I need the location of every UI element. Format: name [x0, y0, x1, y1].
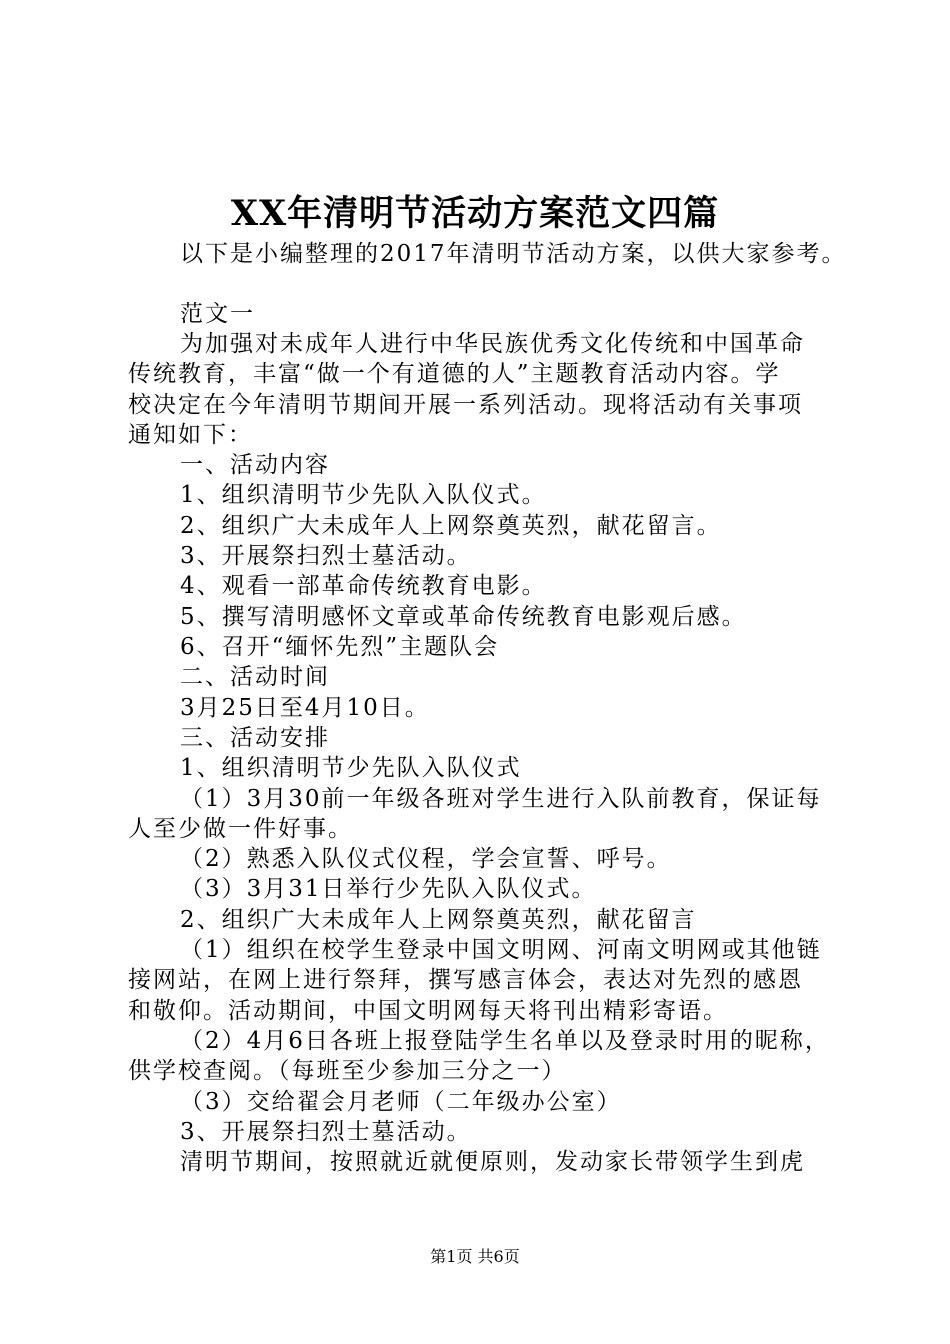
- section-heading: 三、活动安排: [180, 725, 330, 751]
- section-heading: 二、活动时间: [180, 664, 330, 690]
- body-line: 和敬仰。活动期间，中国文明网每天将刊出精彩寄语。: [128, 998, 728, 1024]
- body-line: 供学校查阅。（每班至少参加三分之一）: [128, 1058, 567, 1084]
- list-item: 2、组织广大未成年人上网祭奠英烈，献花留言: [180, 907, 697, 933]
- list-item: 1、组织清明节少先队入队仪式: [180, 755, 522, 781]
- body-line: 传统教育，丰富“做一个有道德的人”主题教育活动内容。学: [128, 361, 781, 387]
- body-line: （2）4月6日各班上报登陆学生名单以及登录时用的昵称，: [180, 1028, 830, 1054]
- document-title: XX年清明节活动方案范文四篇: [230, 193, 720, 234]
- body-line: 校决定在今年清明节期间开展一系列活动。现将活动有关事项: [128, 392, 803, 418]
- list-item: 5、撰写清明感怀文章或革命传统教育电影观后感。: [180, 604, 747, 630]
- list-item: 1、组织清明节少先队入队仪式。: [180, 482, 547, 508]
- body-line: （2）熟悉入队仪式仪程，学会宣誓、呼号。: [180, 846, 672, 872]
- body-line: 接网站，在网上进行祭拜，撰写感言体会，表达对先烈的感恩: [128, 967, 803, 993]
- section-heading: 一、活动内容: [180, 452, 330, 478]
- intro-paragraph: 以下是小编整理的2017年清明节活动方案，以供大家参考。: [180, 241, 847, 267]
- body-line: 通知如下：: [128, 422, 253, 448]
- body-line: （1）组织在校学生登录中国文明网、河南文明网或其他链: [180, 937, 822, 963]
- body-line: （3）3月31日举行少先队入队仪式。: [180, 876, 597, 902]
- body-line: （1）3月30前一年级各班对学生进行入队前教育，保证每: [180, 786, 822, 812]
- list-item: 2、组织广大未成年人上网祭奠英烈，献花留言。: [180, 513, 722, 539]
- list-item: 4、观看一部革命传统教育电影。: [180, 573, 547, 599]
- list-item: 3、开展祭扫烈士墓活动。: [180, 1119, 472, 1145]
- body-line: （3）交给翟会月老师（二年级办公室）: [180, 1089, 622, 1115]
- page-number-footer: 第1页 共6页: [430, 1247, 520, 1266]
- body-line: 人至少做一件好事。: [128, 816, 353, 842]
- section-heading: 范文一: [180, 301, 255, 327]
- list-item: 3、开展祭扫烈士墓活动。: [180, 543, 472, 569]
- body-line: 为加强对未成年人进行中华民族优秀文化传统和中国革命: [180, 331, 805, 357]
- list-item: 6、召开“缅怀先烈”主题队会: [180, 634, 500, 660]
- body-line: 清明节期间，按照就近就便原则，发动家长带领学生到虎: [180, 1149, 805, 1175]
- body-line: 3月25日至4月10日。: [180, 695, 430, 721]
